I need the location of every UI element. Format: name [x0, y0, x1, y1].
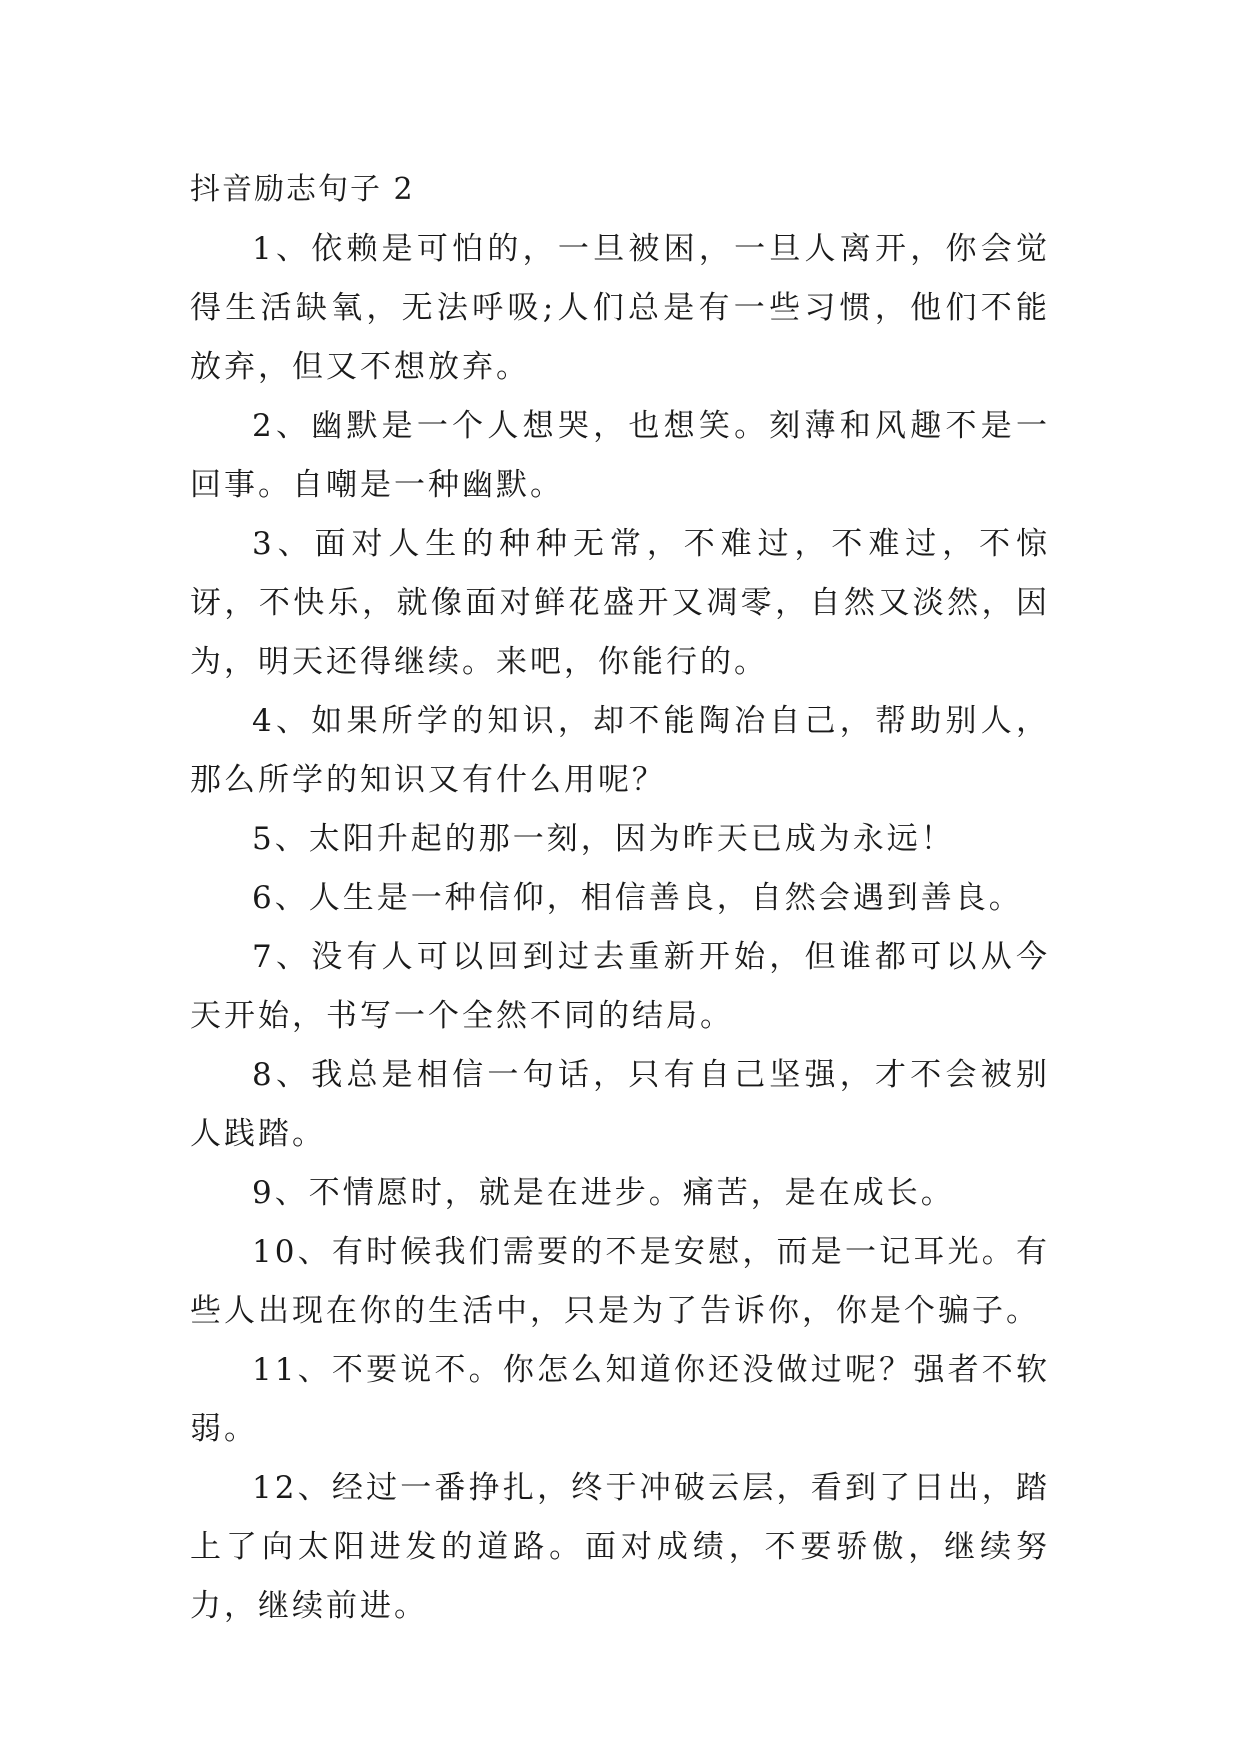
document-title: 抖音励志句子 2 — [190, 172, 415, 207]
paragraph-10: 10、有时候我们需要的不是安慰，而是一记耳光。有些人出现在你的生活中，只是为了告诉你，你是个骗子。 — [190, 1234, 1050, 1329]
paragraph-6: 6、人生是一种信仰，相信善良，自然会遇到善良。 — [252, 880, 1023, 916]
paragraph-11: 11、不要说不。你怎么知道你还没做过呢？强者不软弱。 — [190, 1352, 1050, 1447]
document-page — [190, 160, 1050, 1636]
paragraph-5: 5、太阳升起的那一刻，因为昨天已成为永远！ — [252, 821, 955, 857]
paragraph-2: 2、幽默是一个人想哭，也想笑。刻薄和风趣不是一回事。自嘲是一种幽默。 — [190, 408, 1050, 503]
paragraph-8: 8、我总是相信一句话，只有自己坚强，才不会被别人践踏。 — [190, 1057, 1050, 1152]
paragraph-9: 9、不情愿时，就是在进步。痛苦，是在成长。 — [252, 1175, 955, 1211]
paragraph-12: 12、经过一番挣扎，终于冲破云层，看到了日出，踏上了向太阳进发的道路。面对成绩，不要骄傲，继续努力，继续前进。 — [190, 1470, 1050, 1624]
paragraph-1: 1、依赖是可怕的，一旦被困，一旦人离开，你会觉得生活缺氧，无法呼吸;人们总是有一些习惯，他们不能放弃，但又不想放弃。 — [190, 231, 1050, 385]
paragraph-4: 4、如果所学的知识，却不能陶冶自己，帮助别人，那么所学的知识又有什么用呢？ — [190, 703, 1050, 798]
paragraph-7: 7、没有人可以回到过去重新开始，但谁都可以从今天开始，书写一个全然不同的结局。 — [190, 939, 1050, 1034]
paragraph-3: 3、面对人生的种种无常，不难过，不难过，不惊讶，不快乐，就像面对鲜花盛开又凋零，自然又淡然，因为，明天还得继续。来吧，你能行的。 — [190, 526, 1050, 680]
